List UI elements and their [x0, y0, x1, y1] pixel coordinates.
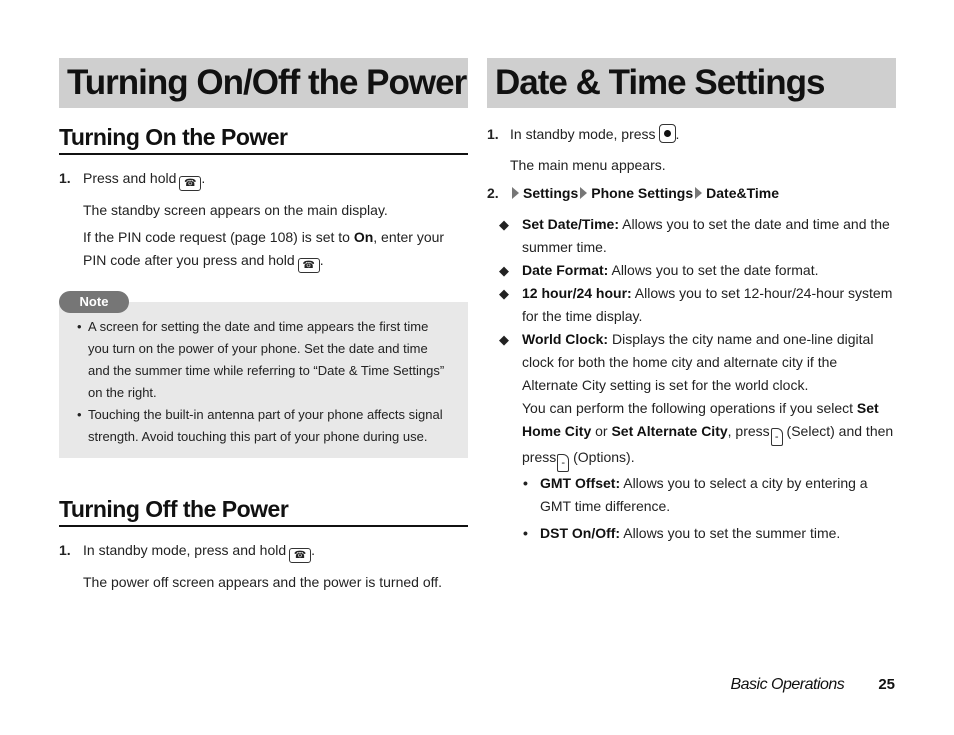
page-number: 25	[878, 676, 895, 693]
step-text: Press and hold	[83, 170, 177, 186]
extra-text-c: or	[591, 423, 612, 439]
end-key-icon	[298, 258, 320, 273]
arrow-right-icon	[512, 187, 519, 199]
bullet-gmt-offset	[487, 472, 896, 518]
pin-text-c: .	[319, 252, 324, 268]
footer-section-name: Basic Operations	[730, 676, 845, 693]
option-text: Allows you to set the date format.	[608, 262, 819, 278]
diamond-bullet-icon: ◆	[499, 286, 509, 301]
power-on-pin-info	[59, 226, 468, 273]
menu-path-date-time: Date&Time	[706, 185, 780, 201]
bullet-label: GMT Offset:	[540, 475, 621, 491]
step-number: 1.	[59, 170, 71, 186]
option-text: Allows you to set 12-hour/24-hour system for the time display.	[522, 285, 893, 324]
world-clock-extra	[487, 397, 896, 472]
end-key-icon	[289, 548, 311, 563]
option-text: Allows you to set the date and time and the summer time.	[522, 216, 890, 255]
power-off-step-1	[59, 539, 468, 563]
step-text-end: .	[675, 126, 680, 142]
note-tag: Note	[59, 291, 129, 313]
diamond-bullet-icon: ◆	[499, 263, 509, 278]
diamond-bullet-icon: ◆	[499, 332, 509, 347]
pin-text-on: On	[353, 229, 374, 245]
option-label: 12 hour/24 hour:	[522, 285, 632, 301]
heading-turning-on: Turning On the Power	[59, 124, 468, 155]
menu-path-phone-settings: Phone Settings	[591, 185, 694, 201]
extra-set-alternate-city: Set Alternate City	[611, 423, 728, 439]
step-number: 1.	[487, 126, 499, 142]
step-text: In standby mode, press and hold	[83, 542, 287, 558]
left-column	[59, 58, 468, 594]
option-date-format	[487, 259, 896, 282]
option-label: Set Date/Time:	[522, 216, 619, 232]
power-off-result: The power off screen appears and the power is turned off.	[83, 574, 443, 590]
date-step-1	[487, 123, 896, 146]
bullet-dst-on-off	[487, 522, 896, 545]
bullet-label: DST On/Off:	[540, 525, 621, 541]
note-item: • Touching the built-in antenna part of your phone affects signal strength. Avoid touching this part of your phone during use.	[77, 404, 448, 448]
option-world-clock	[487, 328, 896, 397]
bullet-text: Allows you to set the summer time.	[620, 525, 841, 541]
right-softkey-icon	[557, 454, 569, 472]
extra-text-f: (Select) and then press	[522, 423, 894, 465]
left-softkey-icon	[771, 428, 783, 446]
note-item: • A screen for setting the date and time appears the first time you turn on the power of your phone. Set the date and time and the summer time while referring to “Date & Time Settings” on the right.	[77, 316, 448, 404]
heading-turning-off: Turning Off the Power	[59, 496, 468, 527]
end-key-icon	[179, 176, 201, 191]
extra-set-home-city: Set Home City	[522, 400, 879, 439]
bullet-dot: •	[523, 525, 528, 541]
right-column	[487, 58, 896, 545]
date-step-1-result: The main menu appears.	[510, 157, 666, 173]
step-number: 2.	[487, 185, 499, 201]
bullet-text: Allows you to select a city by entering a GMT time difference.	[540, 475, 868, 514]
page-footer	[730, 676, 895, 694]
extra-text-g: (Options).	[569, 449, 635, 465]
arrow-right-icon	[580, 187, 587, 199]
extra-text-a: You can perform the following operations if you select	[522, 400, 857, 416]
step-text: In standby mode, press	[510, 126, 656, 142]
option-set-date-time	[487, 213, 896, 259]
power-on-step-1	[59, 167, 468, 191]
date-step-2	[487, 182, 896, 205]
note-box	[59, 294, 468, 458]
page-title-date-time: Date & Time Settings	[487, 58, 896, 108]
option-text: Displays the city name and one-line digital clock for both the home city and alternate city if the Alternate City setting is set for the world clock.	[522, 331, 874, 393]
step-number: 1.	[59, 542, 71, 558]
bullet-dot: •	[523, 475, 528, 491]
menu-path-settings: Settings	[523, 185, 579, 201]
step-text-end: .	[201, 170, 206, 186]
page-title-power: Turning On/Off the Power	[59, 58, 468, 108]
option-label: World Clock:	[522, 331, 609, 347]
step-text-end: .	[311, 542, 316, 558]
arrow-right-icon	[695, 187, 702, 199]
diamond-bullet-icon: ◆	[499, 217, 509, 232]
pin-text-b: , enter your PIN code after you press and hold	[83, 229, 445, 268]
pin-text-a: If the PIN code request (page 108) is set to	[83, 229, 354, 245]
option-12-24-hour	[487, 282, 896, 328]
power-on-result: The standby screen appears on the main display.	[83, 202, 388, 218]
option-label: Date Format:	[522, 262, 609, 278]
extra-text-e: , press	[727, 423, 770, 439]
center-key-icon	[659, 124, 676, 143]
